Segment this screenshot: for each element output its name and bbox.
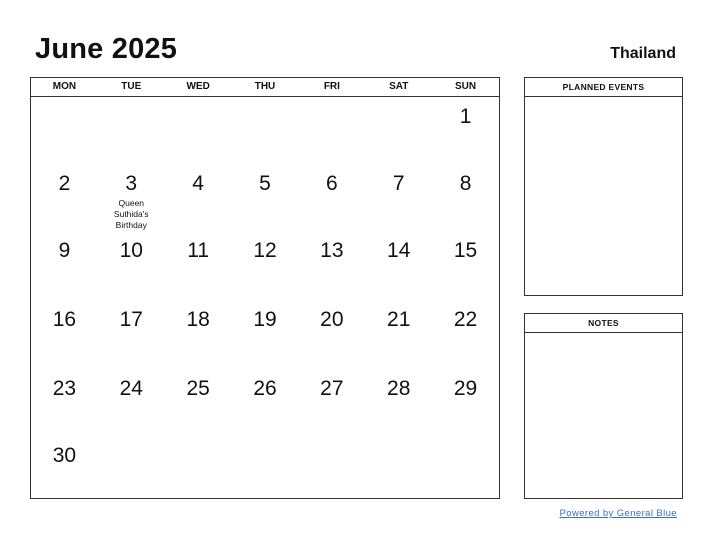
day-number: 17: [119, 308, 143, 331]
day-cell: [365, 231, 432, 300]
notes-heading: NOTES: [525, 314, 682, 333]
day-cell: [98, 300, 165, 369]
day-cell: [432, 300, 499, 369]
day-number: 20: [320, 308, 344, 331]
day-number: 12: [253, 239, 277, 262]
weekday-header: [31, 78, 499, 97]
day-cell: [232, 436, 299, 468]
day-cell: [232, 231, 299, 300]
day-number: 9: [58, 239, 71, 262]
weekday-fri: FRI: [323, 81, 340, 92]
day-cell: [232, 164, 299, 231]
weekday-wed: WED: [186, 81, 210, 92]
day-cell: [165, 164, 232, 231]
day-number: 15: [453, 239, 478, 262]
day-cell: [165, 300, 232, 369]
weekday-sat: SAT: [389, 81, 409, 92]
day-cell: [31, 369, 98, 436]
day-cell: [298, 164, 365, 231]
day-cell: [298, 231, 365, 300]
day-cell: [165, 231, 232, 300]
notes-panel: [524, 313, 683, 499]
calendar-grid: [30, 77, 500, 499]
day-cell: [432, 231, 499, 300]
day-cell: [298, 369, 365, 436]
planned-events-panel: [524, 77, 683, 296]
day-number: 16: [52, 308, 77, 331]
day-cell: [98, 231, 165, 300]
day-cell: [98, 436, 165, 468]
day-number: 24: [119, 377, 143, 400]
weekday-tue: TUE: [121, 81, 142, 92]
day-cell: [31, 164, 98, 231]
day-number: 14: [387, 239, 411, 262]
day-number: 26: [253, 377, 277, 400]
day-cell: [298, 300, 365, 369]
holiday-label: Queen Suthida's Birthday: [113, 198, 149, 230]
day-number: 11: [187, 239, 210, 262]
day-cell: [298, 436, 365, 468]
day-cell: [365, 164, 432, 231]
day-cell: [298, 97, 365, 164]
day-cell: [98, 369, 165, 436]
day-cell: [432, 369, 499, 436]
day-cell: [365, 300, 432, 369]
day-cell: [31, 300, 98, 369]
day-number: 1: [459, 105, 472, 128]
day-cell: [232, 300, 299, 369]
weekday-thu: THU: [254, 81, 276, 92]
day-cell: [365, 436, 432, 468]
day-number: 2: [58, 172, 71, 195]
day-cell: [31, 97, 98, 164]
day-number: 3: [125, 172, 138, 195]
day-cell: [365, 97, 432, 164]
day-number: 7: [392, 172, 405, 195]
day-cell: [432, 164, 499, 231]
day-number: 27: [320, 377, 344, 400]
day-cell: [98, 97, 165, 164]
day-number: 25: [186, 377, 210, 400]
day-number: 30: [52, 444, 77, 467]
day-number: 29: [453, 377, 478, 400]
day-cell: [232, 97, 299, 164]
day-cell: [432, 436, 499, 468]
day-number: 10: [119, 239, 143, 262]
day-number: 23: [52, 377, 77, 400]
day-cell: [165, 369, 232, 436]
page-title: June 2025: [35, 33, 178, 65]
day-number: 6: [326, 172, 338, 195]
day-number: 13: [320, 239, 344, 262]
day-cell: [365, 369, 432, 436]
country-label: Thailand: [610, 45, 676, 62]
day-cell: [98, 164, 165, 231]
day-number: 22: [453, 308, 478, 331]
day-number: 28: [387, 377, 411, 400]
day-cell: [31, 231, 98, 300]
day-cell: [165, 436, 232, 468]
day-cell: [432, 97, 499, 164]
planned-events-heading: PLANNED EVENTS: [525, 78, 682, 97]
day-cells: [31, 97, 499, 468]
day-number: 21: [387, 308, 411, 331]
weekday-sun: SUN: [455, 81, 477, 92]
powered-by-link[interactable]: Powered by General Blue: [559, 508, 677, 519]
day-cell: [165, 97, 232, 164]
weekday-mon: MON: [52, 81, 77, 92]
day-cell: [31, 436, 98, 468]
day-number: 4: [192, 172, 204, 195]
day-number: 5: [259, 172, 271, 195]
day-number: 18: [186, 308, 210, 331]
day-number: 8: [459, 172, 472, 195]
day-cell: [232, 369, 299, 436]
day-number: 19: [253, 308, 277, 331]
